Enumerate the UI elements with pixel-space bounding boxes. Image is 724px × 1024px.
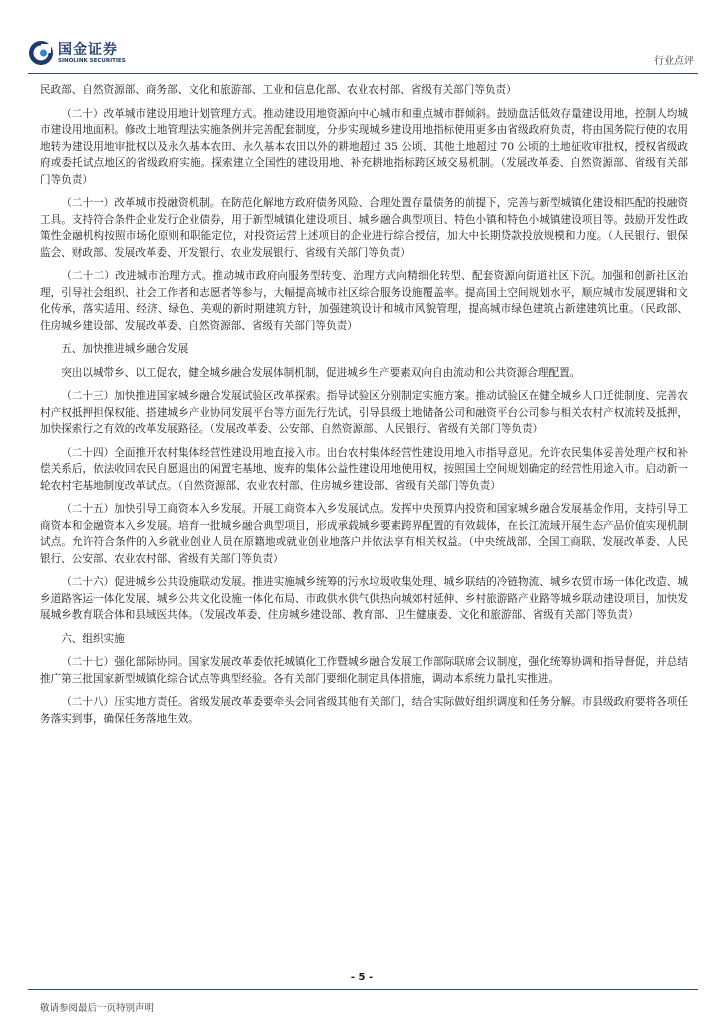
paragraph-23: （二十三）加快推进国家城乡融合发展试验区改革探索。指导试验区分别制定实施方案。推动试验区在健全城乡人口迁徙制度、完善农村产权抵押担保权能、搭建城乡产业协同发展平台等方面先行先试，引导县级土地储备公司和融资平台公司参与相关农村产权流转及抵押，加快探索行之有效的改革发展路径。（发展改革委、公安部、自然资源部、人民银行、省级有关部门等负责） [40, 390, 688, 435]
page-number: - 5 - [350, 972, 374, 983]
document-body [40, 82, 688, 734]
footer-disclaimer: 敬请参阅最后一页特别声明 [40, 1003, 155, 1014]
footer-divider [28, 989, 698, 990]
report-type-label: 行业点评 [654, 56, 694, 67]
section-heading-6: 六、组织实施 [61, 632, 125, 645]
logo-english-name: SINOLINK SECURITIES [58, 57, 126, 64]
paragraph-22: （二十二）改进城市治理方式。推动城市政府向服务型转变、治理方式向精细化转型、配套资源向街道社区下沉。加强和创新社区治理，引导社会组织、社会工作者和志愿者等参与，大幅提高城市社区综合服务设施覆盖率。提高国土空间规划水平，顺应城市发展逻辑和文化传承，落实适用、经济、绿色、美观的新时期建筑方针，加强建筑设计和城市风貌管理，提高城市绿色建筑占新建建筑比重。（民政部、住房城乡建设部、发展改革委、自然资源部、省级有关部门等负责） [40, 270, 688, 332]
sinolink-logo-icon [28, 40, 54, 66]
logo-chinese-name: 国金证券 [58, 41, 118, 58]
page-header [0, 0, 724, 80]
continued-paragraph: 民政部、自然资源部、商务部、文化和旅游部、工业和信息化部、农业农村部、省级有关部门等负责） [40, 84, 517, 96]
header-divider [28, 73, 698, 74]
section-5-intro: 突出以城带乡、以工促农，健全城乡融合发展体制机制，促进城乡生产要素双向自由流动和公共资源合理配置。 [61, 366, 581, 379]
paragraph-21: （二十一）改革城市投融资机制。在防范化解地方政府债务风险、合理处置存量债务的前提下，完善与新型城镇化建设相匹配的投融资工具。支持符合条件企业发行企业债券，用于新型城镇化建设项目、城乡融合典型项目、特色小镇和特色小城镇建设项目等。鼓励开发性政策性金融机构按照市场化原则和职能定位，对投资运营上述项目的企业进行综合授信，加大中长期贷款投放规模和力度。（人民银行、银保监会、财政部、发展改革委、开发银行、农业发展银行、省级有关部门等负责） [40, 197, 688, 259]
paragraph-26: （二十六）促进城乡公共设施联动发展。推进实施城乡统筹的污水垃圾收集处理、城乡联结的冷链物流、城乡农贸市场一体化改造、城乡道路客运一体化发展、城乡公共文化设施一体化布局、市政供水供气供热向城郊村延伸、乡村旅游路产业路等城乡联动建设项目，加快发展城乡教育联合体和县域医共体。（发展改革委、住房城乡建设部、教育部、卫生健康委、文化和旅游部、省级有关部门等负责） [40, 576, 688, 621]
sinolink-logo [28, 40, 126, 66]
paragraph-20: （二十）改革城市建设用地计划管理方式。推动建设用地资源向中心城市和重点城市群倾斜。鼓励盘活低效存量建设用地，控制人均城市建设用地面积。修改土地管理法实施条例并完善配套制度，分步实现城乡建设用地指标使用更多由省级政府负责，将由国务院行使的农用地转为建设用地审批权以及永久基本农田、永久基本农田以外的耕地超过 35 公顷、其他土地超过 70 公顷的土地征收审批权，授权省级政府或委托试点地区的省级政府实施。探索建立全国性的建设用地、补充耕地指标跨区域交易机制。（发展改革委、自然资源部、省级有关部门等负责） [40, 107, 688, 186]
paragraph-27: （二十七）强化部际协同。国家发展改革委依托城镇化工作暨城乡融合发展工作部际联席会议制度，强化统筹协调和指导督促，并总结推广第三批国家新型城镇化综合试点等典型经验。各有关部门要细化制定具体措施，调动本系统力量扎实推进。 [40, 656, 688, 685]
paragraph-28: （二十八）压实地方责任。省级发展改革委要牵头会同省级其他有关部门，结合实际做好组织调度和任务分解。市县级政府要将各项任务落实到事，确保任务落地生效。 [40, 696, 688, 725]
section-heading-5: 五、加快推进城乡融合发展 [61, 343, 189, 355]
paragraph-24: （二十四）全面推开农村集体经营性建设用地直接入市。出台农村集体经营性建设用地入市指导意见。允许农民集体妥善处理产权和补偿关系后，依法收回农民自愿退出的闲置宅基地、废弃的集体公益性建设用地使用权，按照国土空间规划确定的经营性用途入市。启动新一轮农村宅基地制度改革试点。（自然资源部、农业农村部、住房城乡建设部、省级有关部门等负责） [40, 446, 688, 492]
paragraph-25: （二十五）加快引导工商资本入乡发展。开展工商资本入乡发展试点。发挥中央预算内投资和国家城乡融合发展基金作用，支持引导工商资本和金融资本入乡发展。培育一批城乡融合典型项目，形成承载城乡要素跨界配置的有效载体，在长江流域开展生态产品价值实现机制试点。允许符合条件的入乡就业创业人员在原籍地或就业创业地落户并依法享有相关权益。（中央统战部、全国工商联、发展改革委、人民银行、公安部、农业农村部、省级有关部门等负责） [40, 503, 688, 565]
